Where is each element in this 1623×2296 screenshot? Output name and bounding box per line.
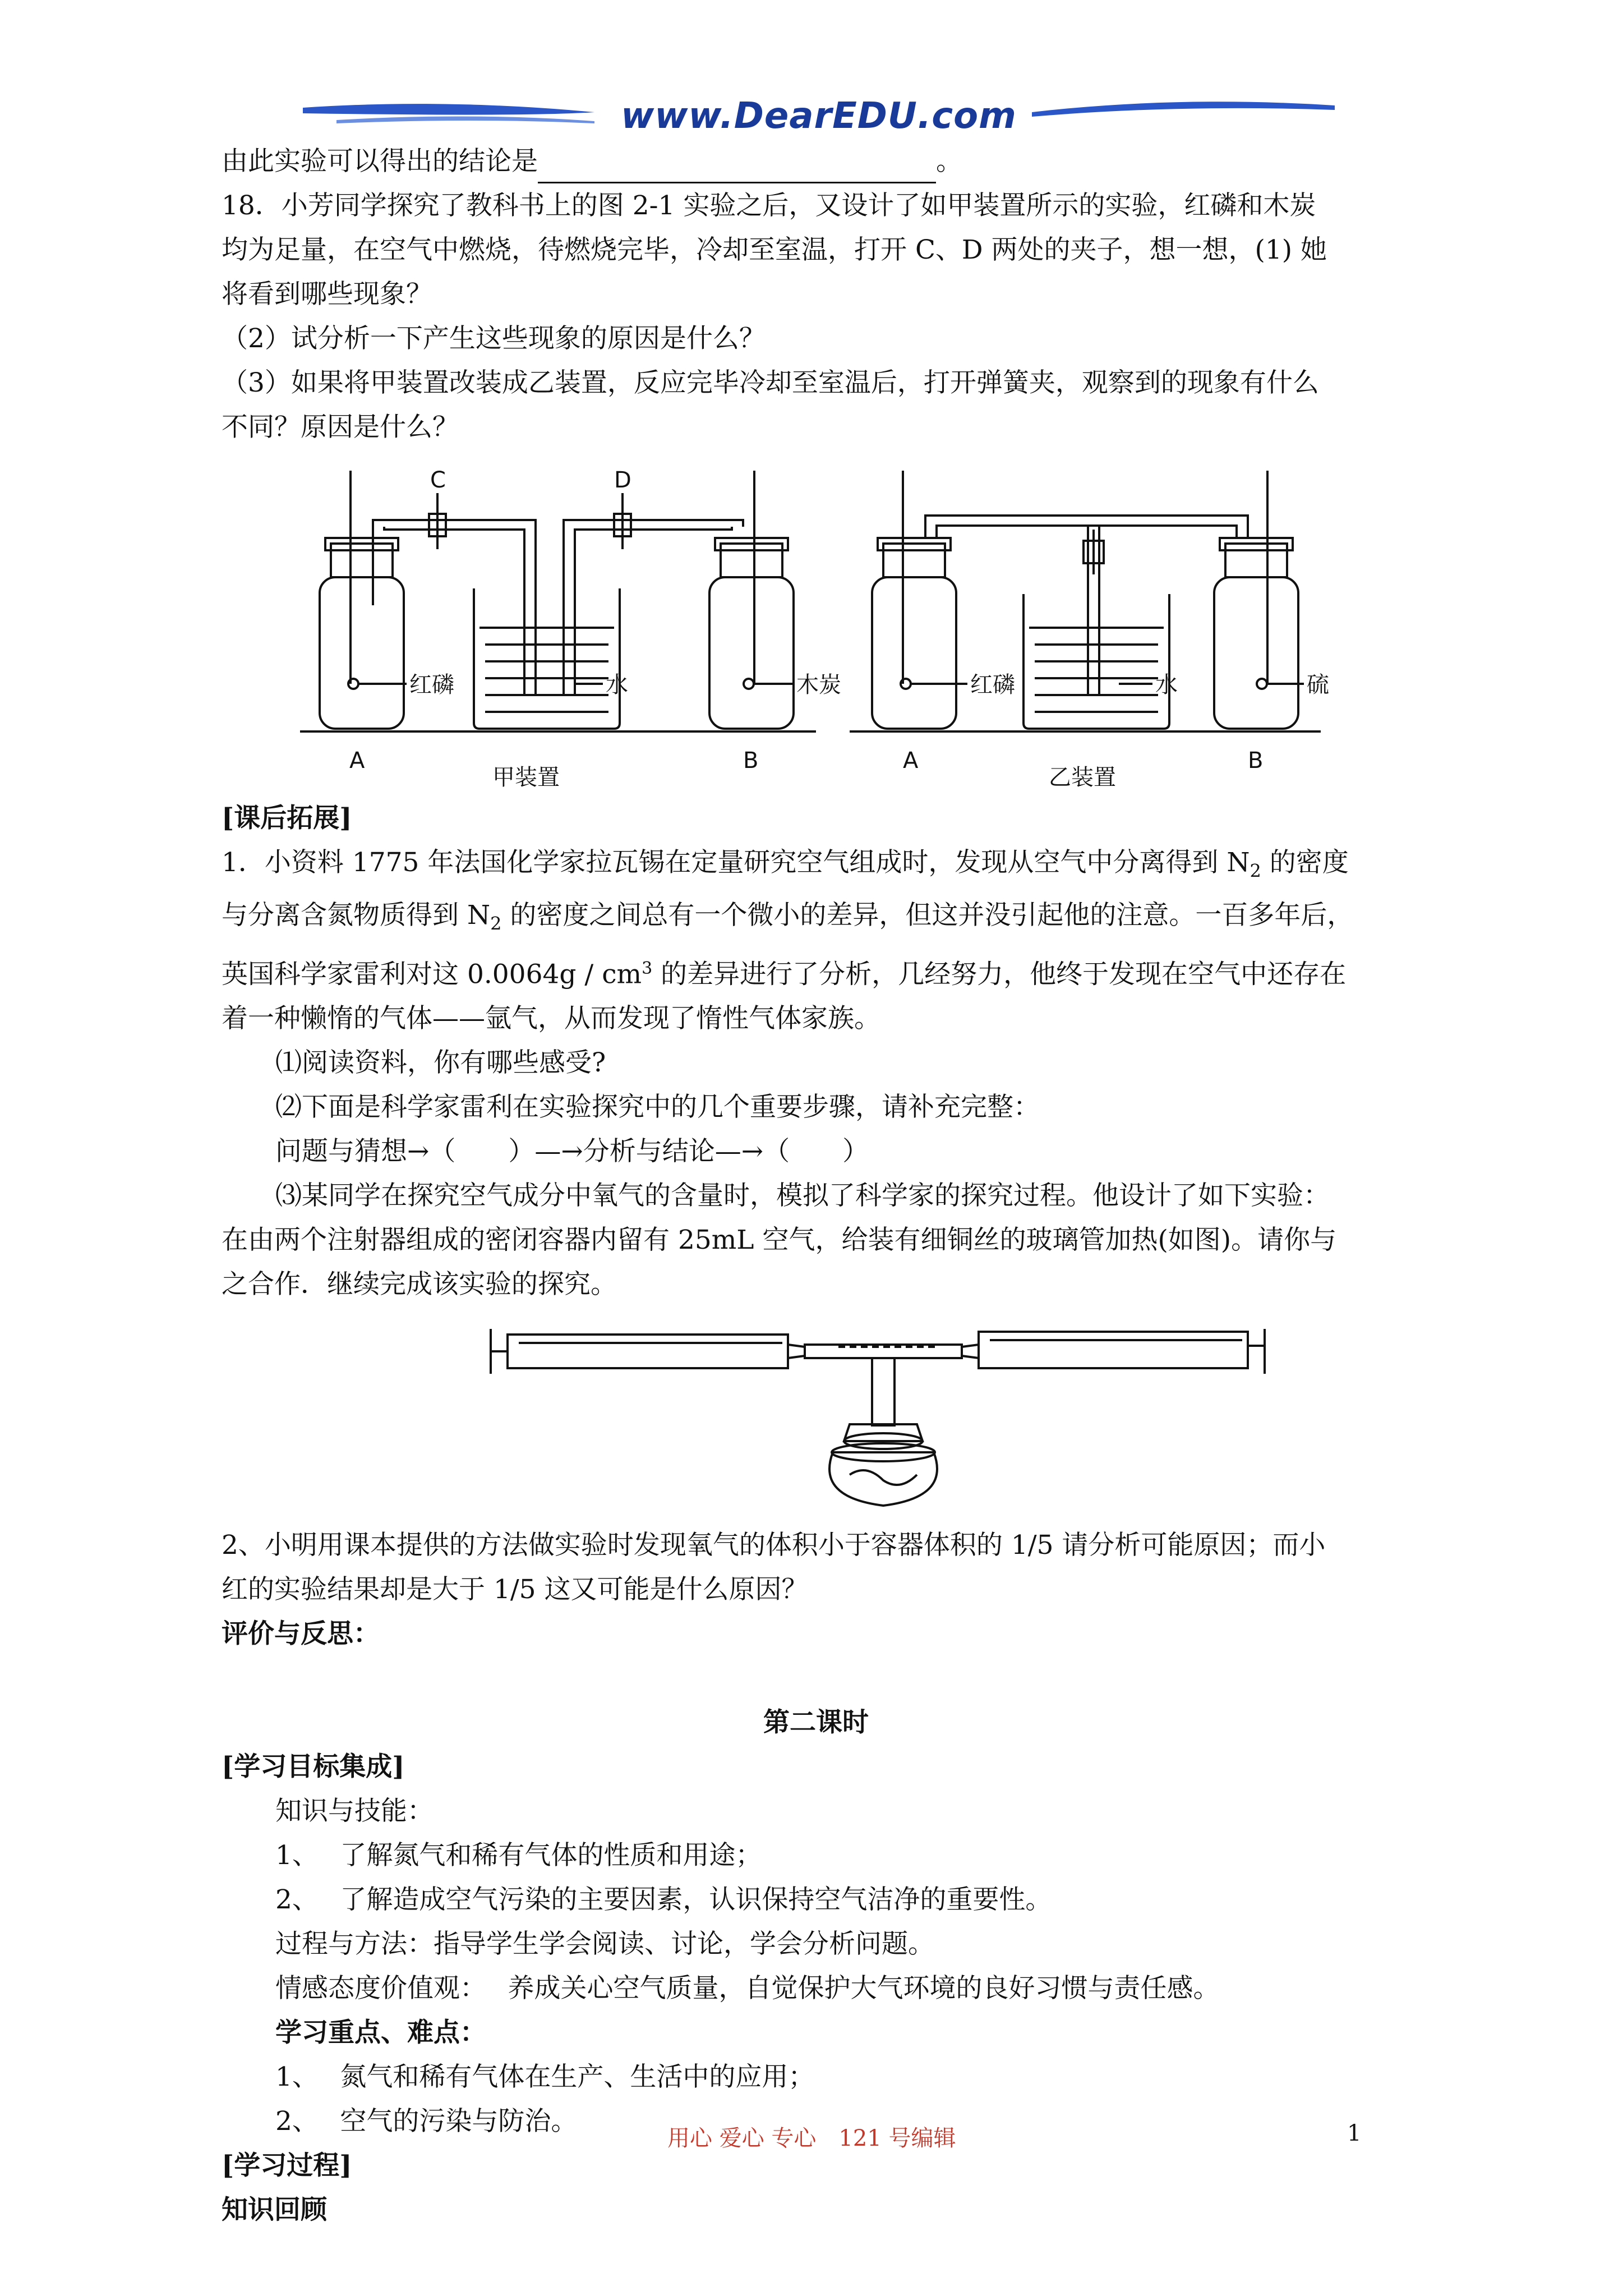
- extension-p1-text-c2: 的差异进行了分析，几经努力，他终于发现在空气中还存在: [652, 959, 1347, 990]
- page-footer: [0, 2120, 1623, 2160]
- label-red-phosphorus-yi: 红磷: [970, 672, 1015, 698]
- question-18-line3: 将看到哪些现象？: [222, 279, 432, 310]
- extension-p1-text-a: 1．小资料 1775 年法国化学家拉瓦锡在定量研究空气组成时，发现从空气中分离得到 N: [222, 847, 1250, 878]
- extension-p1-text-b2: 的密度之间总有一个微小的差异，但这并没引起他的注意。一百多年后，: [501, 900, 1354, 931]
- extension-q1: ⑴阅读资料，你有哪些感受?: [275, 1047, 606, 1079]
- label-water-yi: 水: [1155, 672, 1178, 698]
- label-bottle-b-yi: B: [1248, 748, 1264, 774]
- label-charcoal: 木炭: [796, 672, 841, 698]
- extension-q2-flow: 问题与猜想→（ ）—→分析与结论—→（ ）: [275, 1136, 869, 1167]
- caption-jia: 甲装置: [492, 765, 560, 790]
- extension-p1-line4: 着一种懒惰的气体——氩气，从而发现了惰性气体家族。: [222, 1003, 880, 1034]
- extension-p2-line2: 红的实验结果却是大于 1/5 这又可能是什么原因？: [222, 1574, 808, 1605]
- caption-yi: 乙装置: [1049, 765, 1116, 790]
- extension-q2: ⑵下面是科学家雷利在实验探究中的几个重要步骤，请补充完整：: [275, 1092, 1040, 1123]
- extension-q3-line3: 之合作．继续完成该实验的探究。: [222, 1269, 617, 1300]
- label-water-jia: 水: [606, 672, 628, 698]
- question-18-part3: （3）如果将甲装置改装成乙装置，反应完毕冷却至室温后，打开弹簧夹，观察到的现象有什么: [222, 367, 1319, 398]
- superscript-3: 3: [642, 958, 653, 978]
- knowledge-review-heading: 知识回顾: [222, 2194, 327, 2226]
- label-bottle-b-jia: B: [743, 748, 759, 774]
- label-bottle-a-jia: A: [349, 748, 365, 774]
- conclusion-prompt: 由此实验可以得出的结论是: [222, 146, 538, 177]
- page-header: [303, 95, 1335, 146]
- learning-goals-heading: [学习目标集成]: [222, 1751, 405, 1783]
- extension-p1-line1: [222, 840, 1410, 893]
- extension-p1-text-b: 与分离含氮物质得到 N: [222, 900, 491, 931]
- extension-p1-line3: [222, 946, 1410, 997]
- extension-p1-text-a2: 的密度: [1261, 847, 1349, 878]
- focus-item-2: 2、 空气的污染与防治。: [275, 2106, 578, 2137]
- extension-q3-line1: ⑶某同学在探究空气成分中氧气的含量时，模拟了科学家的探究过程。他设计了如下实验：: [275, 1180, 1330, 1212]
- subscript-2: 2: [490, 913, 502, 935]
- question-18-line1: 18．小芳同学探究了教科书上的图 2-1 实验之后，又设计了如甲装置所示的实验，红磷和木炭: [222, 190, 1316, 221]
- conclusion-period: 。: [936, 146, 962, 177]
- footer-text: 用心 爱心 专心 121 号编辑: [667, 2125, 956, 2151]
- label-sulfur: 硫: [1307, 672, 1329, 698]
- knowledge-skills-heading: 知识与技能：: [275, 1796, 434, 1827]
- focus-difficulty-heading: 学习重点、难点：: [275, 2017, 486, 2049]
- learning-process-heading: [学习过程]: [222, 2150, 352, 2182]
- conclusion-line: [222, 139, 1410, 183]
- extension-heading: [课后拓展]: [222, 803, 352, 834]
- question-18-part2: （2）试分析一下产生这些现象的原因是什么？: [222, 323, 766, 354]
- label-red-phosphorus-jia: 红磷: [409, 672, 454, 698]
- reflection-heading: 评价与反思：: [222, 1618, 380, 1650]
- question-18-line2: 均为足量，在空气中燃烧，待燃烧完毕，冷却至室温，打开 C、D 两处的夹子，想一想，(1) 她: [222, 234, 1327, 265]
- document-body: [222, 139, 1410, 2232]
- focus-item-1: 1、 氮气和稀有气体在生产、生活中的应用；: [275, 2062, 815, 2093]
- question-18-part3-cont: 不同？原因是什么？: [222, 412, 459, 443]
- syringe-figure: [222, 1312, 1410, 1520]
- apparatus-diagram: [222, 459, 1410, 790]
- attitude-values: 情感态度价值观： 养成关心空气质量，自觉保护大气环境的良好习惯与责任感。: [275, 1973, 1220, 2004]
- extension-p1-text-c: 英国科学家雷利对这 0.0064g / cm: [222, 959, 642, 990]
- subscript-2: 2: [1249, 860, 1261, 882]
- extension-q3-line2: 在由两个注射器组成的密闭容器内留有 25mL 空气，给装有细铜丝的玻璃管加热(如图)。请你与: [222, 1225, 1337, 1256]
- knowledge-item-1: 1、 了解氮气和稀有气体的性质和用途；: [275, 1840, 762, 1871]
- answer-blank: [538, 150, 936, 183]
- syringe-diagram: [222, 1312, 1410, 1520]
- apparatus-figure: [222, 459, 1410, 790]
- extension-p1-line2: [222, 893, 1410, 946]
- site-brand: www.DearEDU.com: [621, 95, 1017, 137]
- lesson-2-title: 第二课时: [763, 1707, 869, 1738]
- extension-p2-line1: 2、小明用课本提供的方法做实验时发现氧气的体积小于容器体积的 1/5 请分析可能原因；而小: [222, 1530, 1326, 1561]
- process-methods: 过程与方法：指导学生学会阅读、讨论，学会分析问题。: [275, 1929, 934, 1960]
- label-clamp-c: C: [430, 467, 446, 493]
- page-number: 1: [1347, 2120, 1362, 2146]
- spacer-line: [222, 1656, 1410, 1700]
- label-clamp-d: D: [614, 467, 631, 493]
- knowledge-item-2: 2、 了解造成空气污染的主要因素，认识保持空气洁净的重要性。: [275, 1884, 1052, 1916]
- label-bottle-a-yi: A: [903, 748, 919, 774]
